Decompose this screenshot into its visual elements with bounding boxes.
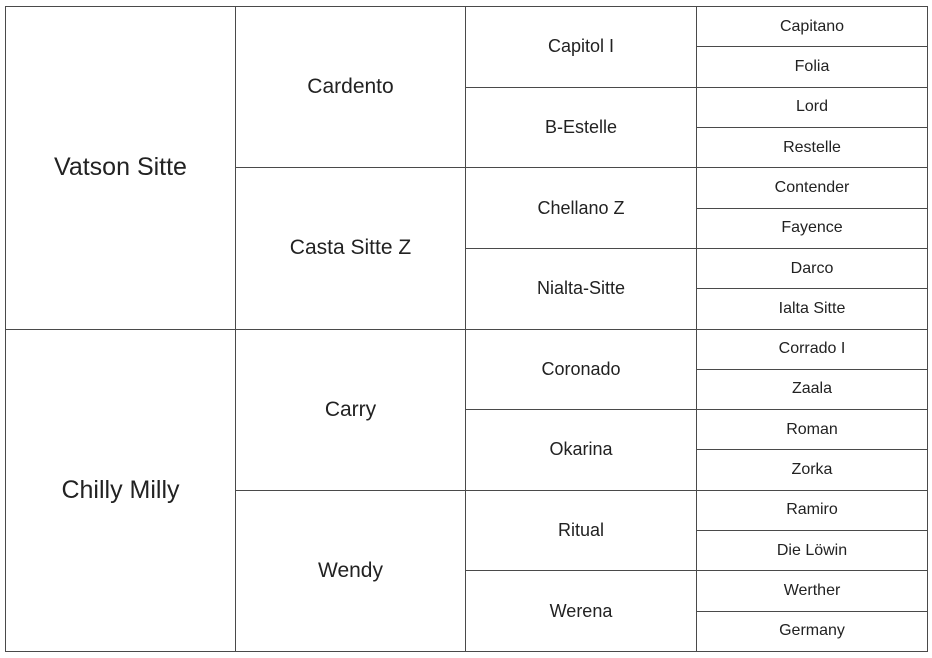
gen4-cell: Lord [697,87,928,127]
gen3-cell: Nialta-Sitte [466,248,697,329]
sire-sire-cell: Cardento [236,7,466,168]
gen4-cell: Darco [697,248,928,288]
sire-dam-cell: Casta Sitte Z [236,168,466,329]
gen4-cell: Capitano [697,7,928,47]
gen3-cell: Ritual [466,490,697,571]
gen3-cell: Okarina [466,410,697,491]
dam-sire-cell: Carry [236,329,466,490]
gen4-cell: Folia [697,47,928,87]
dam-cell: Chilly Milly [6,329,236,652]
sire-cell: Vatson Sitte [6,7,236,330]
dam-dam-cell: Wendy [236,490,466,651]
gen3-cell: Capitol I [466,7,697,88]
gen4-cell: Werther [697,571,928,611]
gen3-cell: Coronado [466,329,697,410]
gen4-cell: Fayence [697,208,928,248]
gen4-cell: Corrado I [697,329,928,369]
gen4-cell: Die Löwin [697,531,928,571]
gen4-cell: Ialta Sitte [697,289,928,329]
gen4-cell: Roman [697,410,928,450]
gen4-cell: Ramiro [697,490,928,530]
gen3-cell: Chellano Z [466,168,697,249]
gen4-cell: Restelle [697,127,928,167]
pedigree-table [5,6,928,652]
gen4-cell: Zaala [697,369,928,409]
gen4-cell: Contender [697,168,928,208]
gen4-cell: Zorka [697,450,928,490]
gen4-cell: Germany [697,611,928,651]
gen3-cell: B-Estelle [466,87,697,168]
gen3-cell: Werena [466,571,697,652]
